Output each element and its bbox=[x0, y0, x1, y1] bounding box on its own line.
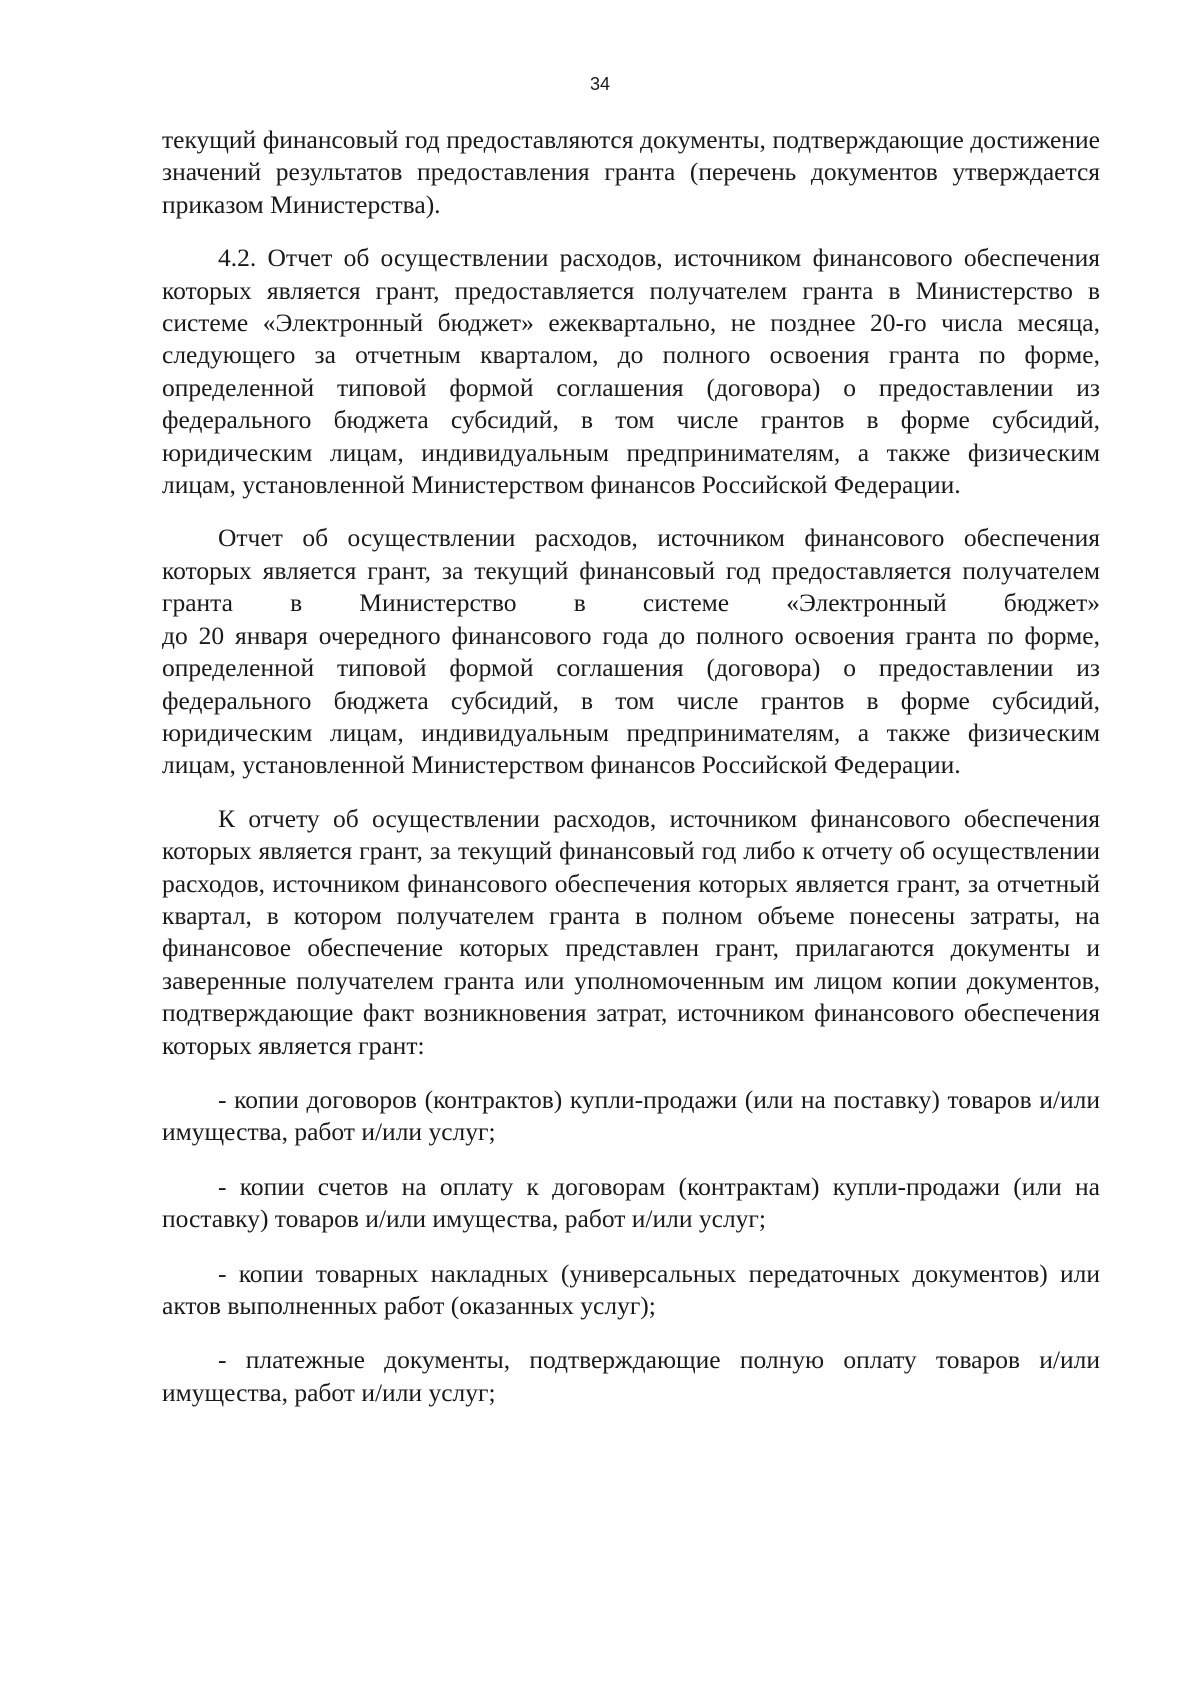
paragraph-4-2: 4.2. Отчет об осуществлении расходов, источником финансового обеспечения которых является грант, предоставляется получателем гранта в Министерство в системе «Электронный бюджет» ежеквартально, не позднее 20-го числа месяца, следующего за отчетным кварталом, до полного освоения гранта по форме, определенной типовой формой соглашения (договора) о предоставлении из федерального бюджета субсидий, в том числе грантов в форме субсидий, юридическим лицам, индивидуальным предпринимателям, а также физическим лицам, установленной Министерством финансов Российской Федерации. bbox=[162, 243, 1100, 500]
list-item: - платежные документы, подтверждающие полную оплату товаров и/или имущества, работ и/или услуг; bbox=[162, 1345, 1100, 1407]
paragraph-annual-report-part2: до 20 января очередного финансового года до полного освоения гранта по форме, определенной типовой формой соглашения (договора) о предоставлении из федерального бюджета субсидий, в том числе грантов в форме субсидий, юридическим лицам, индивидуальным предпринимателям, а также физическим лицам, установленной Министерством финансов Российской Федерации. bbox=[162, 620, 1100, 780]
paragraph-continuation: текущий финансовый год предоставляются документы, подтверждающие достижение значений результатов предоставления гранта (перечень документов утверждается приказом Министерства). bbox=[162, 125, 1100, 219]
document-body bbox=[162, 124, 1100, 1409]
list-item: - копии счетов на оплату к договорам (контрактам) купли-продажи (или на поставку) товаров и/или имущества, работ и/или услуг; bbox=[162, 1171, 1100, 1234]
paragraph-attachments: К отчету об осуществлении расходов, источником финансового обеспечения которых является грант, за текущий финансовый год либо к отчету об осуществлении расходов, источником финансового обеспечения которых является грант, за отчетный квартал, в котором получателем гранта в полном объеме понесены затраты, на финансовое обеспечение которых представлен грант, прилагаются документы и заверенные получателем гранта или уполномоченным им лицом копии документов, подтверждающие факт возникновения затрат, источником финансового обеспечения которых является грант: bbox=[162, 803, 1100, 1060]
paragraph-annual-report-part1: Отчет об осуществлении расходов, источником финансового обеспечения которых является грант, за текущий финансовый год предоставляется получателем гранта в Министерство в системе «Электронный бюджет» bbox=[162, 523, 1100, 618]
page-number: 34 bbox=[589, 74, 611, 94]
list-item: - копии товарных накладных (универсальных передаточных документов) или актов выполненных работ (оказанных услуг); bbox=[162, 1258, 1100, 1320]
list-item: - копии договоров (контрактов) купли-продажи (или на поставку) товаров и/или имущества, работ и/или услуг; bbox=[162, 1084, 1100, 1147]
